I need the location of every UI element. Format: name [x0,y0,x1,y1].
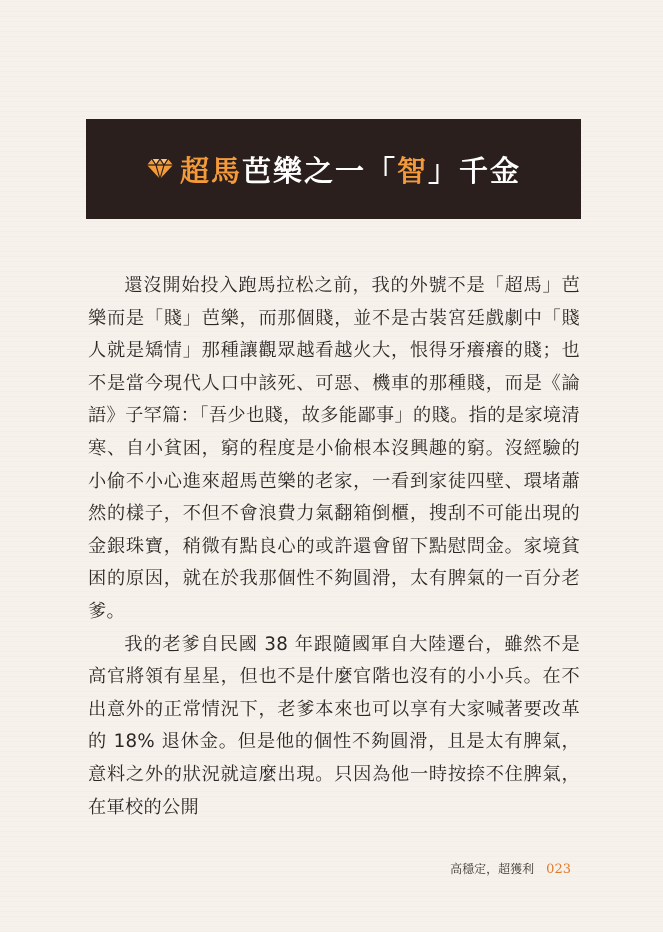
title-part-one-of: 之一「 [303,153,397,188]
page-footer [450,860,571,877]
title-part-daughter: 」千金 [428,153,522,188]
gem-icon [146,157,174,181]
paragraph-1: 還沒開始投入跑馬拉松之前，我的外號不是「超馬」芭樂而是「賤」芭樂，而那個賤，並不是古裝宮廷戲劇中「賤人就是矯情」那種讓觀眾越看越火大，恨得牙癢癢的賤；也不是當今現代人口中該死、可惡、機車的那種賤，而是《論語》子罕篇：「吾少也賤，故多能鄙事」的賤。指的是家境清寒、自小貧困，窮的程度是小偷根本沒興趣的窮。沒經驗的小偷不小心進來超馬芭樂的老家，一看到家徒四壁、環堵蕭然的樣子，不但不會浪費力氣翻箱倒櫃，搜刮不可能出現的金銀珠寶，稍微有點良心的或許還會留下點慰問金。家境貧困的原因，就在於我那個性不夠圓滑，太有脾氣的一百分老爹。 [88,275,580,622]
chapter-title [146,149,521,190]
chapter-title-banner [86,119,581,219]
title-part-wisdom: 智 [397,153,429,188]
book-title: 高穩定，超獲利 [450,862,535,876]
body-text [88,270,580,824]
paragraph-2: 我的老爹自民國 38 年跟隨國軍自大陸遷台，雖然不是高官將領有星星，但也不是什麼官階也沒有的小小兵。在不出意外的正常情況下，老爹本來也可以享有大家喊著要改革的 18% 退休金。但是他的個性不夠圓滑，且是太有脾氣，意料之外的狀況就這麼出現。只因為他一時按捺不住脾氣，在軍校的公開 [88,633,580,818]
title-part-guava: 芭樂 [241,153,304,188]
page-number: 023 [546,862,571,877]
title-part-super-marathon: 超馬 [179,153,242,188]
